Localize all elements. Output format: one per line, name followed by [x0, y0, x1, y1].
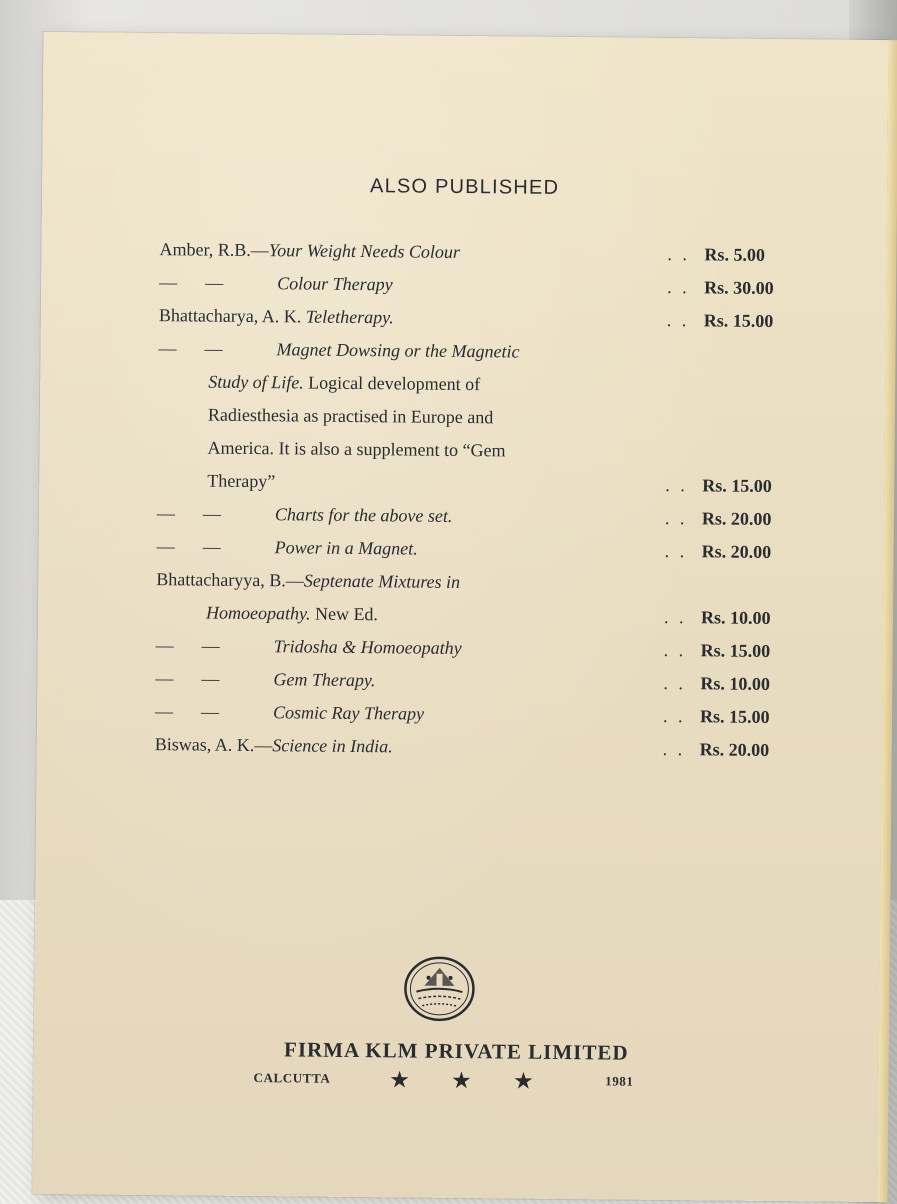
publisher-name: FIRMA KLM PRIVATE LIMITED [283, 1037, 629, 1065]
list-item [155, 728, 795, 767]
leader-dots: . . [664, 507, 688, 529]
ditto-dash: — [156, 503, 176, 524]
book-price: Rs. 20.00 [701, 541, 772, 562]
author-name: Amber, R.B.— [159, 239, 269, 261]
book-title: Charts for the above set. [274, 504, 453, 526]
ditto-dash: — [204, 338, 223, 359]
book-title: Teletherapy. [305, 306, 394, 328]
leader-dots: . . [667, 276, 690, 298]
ditto-dash: — [159, 272, 178, 293]
publisher-imprint [253, 1070, 633, 1098]
ditto-dash: — [202, 536, 221, 557]
book-title: Colour Therapy [277, 273, 393, 295]
book-title: Study of Life. [208, 371, 304, 393]
book-price: Rs. 20.00 [701, 508, 772, 529]
leader-dots: . . [662, 738, 686, 760]
ditto-dash: — [156, 536, 175, 557]
book-title: Power in a Magnet. [274, 537, 418, 559]
book-title: Tridosha & Homoeopathy [273, 636, 462, 659]
star-icons: ★★★ [390, 1069, 577, 1094]
book-description: Logical development of [308, 372, 481, 395]
book-title: Science in India. [272, 735, 393, 757]
ditto-dash: — [154, 701, 174, 722]
book-price: Rs. 15.00 [702, 475, 772, 496]
book-description: New Ed. [314, 603, 379, 625]
leader-dots: . . [663, 672, 686, 694]
book-list [155, 233, 800, 767]
ditto-dashes [157, 497, 275, 531]
book-title: Your Weight Needs Colour [268, 240, 461, 262]
book-price: Rs. 20.00 [699, 739, 770, 760]
book-price: Rs. 10.00 [700, 607, 771, 628]
book-title: Homoeopathy. [205, 602, 311, 624]
book-back-cover [32, 32, 888, 1202]
book-description: America. It is also a supplement to “Gem [207, 437, 506, 461]
ditto-dashes [158, 332, 276, 366]
book-price: Rs. 5.00 [704, 244, 766, 265]
leader-dots: . . [667, 243, 691, 265]
book-description: Radiesthesia as practised in Europe and [207, 404, 494, 428]
ditto-dashes [157, 530, 275, 564]
book-title: Septenate Mixtures in [303, 570, 461, 592]
book-price: Rs. 10.00 [700, 673, 770, 694]
ditto-dash: — [205, 272, 224, 293]
ditto-dashes [156, 629, 274, 663]
book-price: Rs. 15.00 [703, 310, 774, 331]
leader-dots: . . [663, 606, 687, 628]
leader-dots: . . [666, 309, 690, 331]
publisher-city: CALCUTTA [253, 1070, 331, 1086]
leader-dots: . . [663, 639, 687, 661]
ditto-dashes [155, 662, 273, 696]
author-name: Biswas, A. K.— [154, 734, 273, 756]
ditto-dash: — [200, 701, 220, 722]
book-title: Magnet Dowsing or the Magnetic [276, 339, 520, 362]
ditto-dash: — [155, 668, 174, 689]
book-price: Rs. 30.00 [704, 277, 774, 298]
publisher-emblem-icon [402, 955, 477, 1022]
leader-dots: . . [665, 474, 688, 496]
page-heading: ALSO PUBLISHED [369, 175, 560, 199]
book-description: Therapy” [207, 470, 276, 492]
book-price: Rs. 15.00 [699, 706, 770, 727]
ditto-dash: — [201, 635, 220, 656]
ditto-dash: — [155, 635, 174, 656]
book-price: Rs. 15.00 [700, 640, 771, 661]
ditto-dash: — [202, 503, 222, 524]
book-title: Cosmic Ray Therapy [272, 702, 425, 724]
leader-dots: . . [662, 705, 686, 727]
publication-year: 1981 [605, 1073, 634, 1089]
author-name: Bhattacharya, A. K. [158, 305, 302, 327]
leader-dots: . . [664, 540, 688, 562]
ditto-dash: — [201, 668, 220, 689]
author-name: Bhattacharyya, B.— [156, 569, 304, 591]
ditto-dashes [159, 266, 277, 300]
book-title: Gem Therapy. [273, 669, 376, 691]
ditto-dashes [155, 695, 273, 729]
ditto-dash: — [158, 338, 177, 359]
